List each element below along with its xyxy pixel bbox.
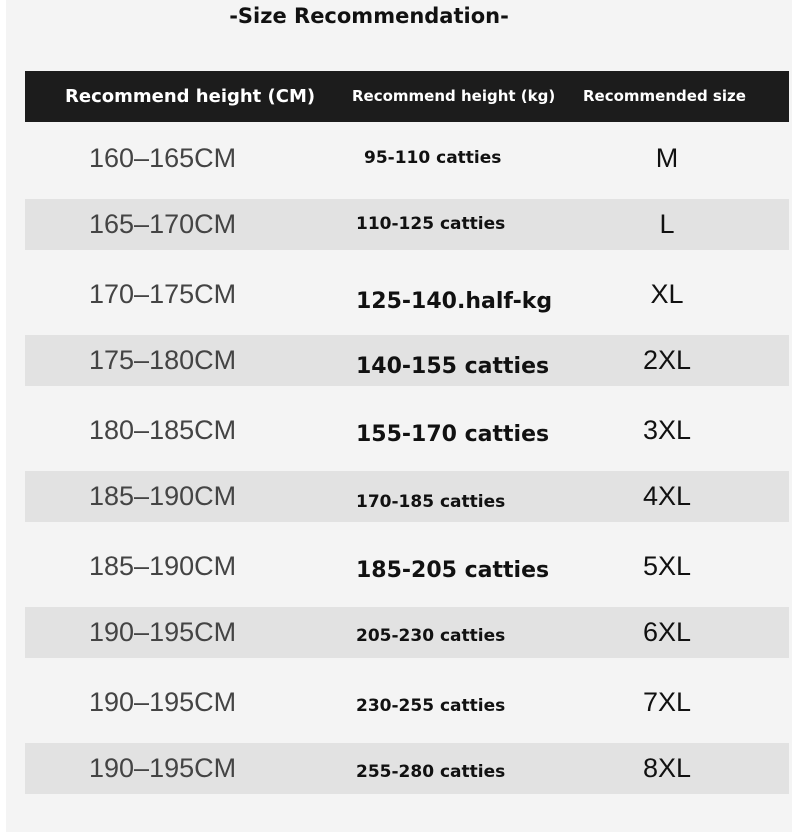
height-cell: 190–195CM bbox=[89, 753, 237, 783]
column-header-weight: Recommend height (kg) bbox=[352, 87, 556, 105]
height-cell: 190–195CM bbox=[89, 687, 237, 717]
page-title: -Size Recommendation- bbox=[229, 4, 509, 28]
table-row bbox=[25, 199, 789, 250]
size-cell: 8XL bbox=[642, 753, 692, 783]
height-cell: 160–165CM bbox=[89, 143, 237, 173]
size-cell: 2XL bbox=[642, 345, 692, 375]
weight-cell: 230-255 catties bbox=[356, 696, 506, 716]
table-row bbox=[25, 335, 789, 386]
weight-cell: 95-110 catties bbox=[364, 148, 502, 168]
height-cell: 185–190CM bbox=[89, 481, 237, 511]
height-cell: 175–180CM bbox=[89, 345, 237, 375]
size-cell: 5XL bbox=[642, 551, 692, 581]
size-cell: 4XL bbox=[642, 481, 692, 511]
weight-cell: 155-170 catties bbox=[356, 422, 550, 447]
size-cell: M bbox=[655, 143, 679, 173]
table-row bbox=[25, 269, 789, 320]
table-row bbox=[25, 607, 789, 658]
weight-cell: 110-125 catties bbox=[356, 214, 506, 234]
table-row bbox=[25, 743, 789, 794]
height-cell: 180–185CM bbox=[89, 415, 237, 445]
weight-cell: 255-280 catties bbox=[356, 762, 506, 782]
weight-cell: 185-205 catties bbox=[356, 558, 550, 583]
height-cell: 185–190CM bbox=[89, 551, 237, 581]
size-cell: L bbox=[659, 209, 675, 239]
weight-cell: 125-140.half-kg bbox=[356, 289, 553, 314]
height-cell: 170–175CM bbox=[89, 279, 237, 309]
column-header-height: Recommend height (CM) bbox=[65, 86, 316, 107]
size-cell: 3XL bbox=[642, 415, 692, 445]
height-cell: 190–195CM bbox=[89, 617, 237, 647]
size-chart-panel bbox=[6, 0, 792, 832]
weight-cell: 170-185 catties bbox=[356, 492, 506, 512]
table-header bbox=[25, 71, 789, 122]
table-row bbox=[25, 471, 789, 522]
column-header-size: Recommended size bbox=[583, 87, 746, 105]
weight-cell: 205-230 catties bbox=[356, 626, 506, 646]
size-cell: 7XL bbox=[642, 687, 692, 717]
table-row bbox=[25, 405, 789, 456]
table-row bbox=[25, 541, 789, 592]
size-cell: 6XL bbox=[642, 617, 692, 647]
table-row bbox=[25, 133, 789, 184]
table-row bbox=[25, 677, 789, 728]
height-cell: 165–170CM bbox=[89, 209, 237, 239]
size-cell: XL bbox=[650, 279, 684, 309]
weight-cell: 140-155 catties bbox=[356, 354, 550, 379]
